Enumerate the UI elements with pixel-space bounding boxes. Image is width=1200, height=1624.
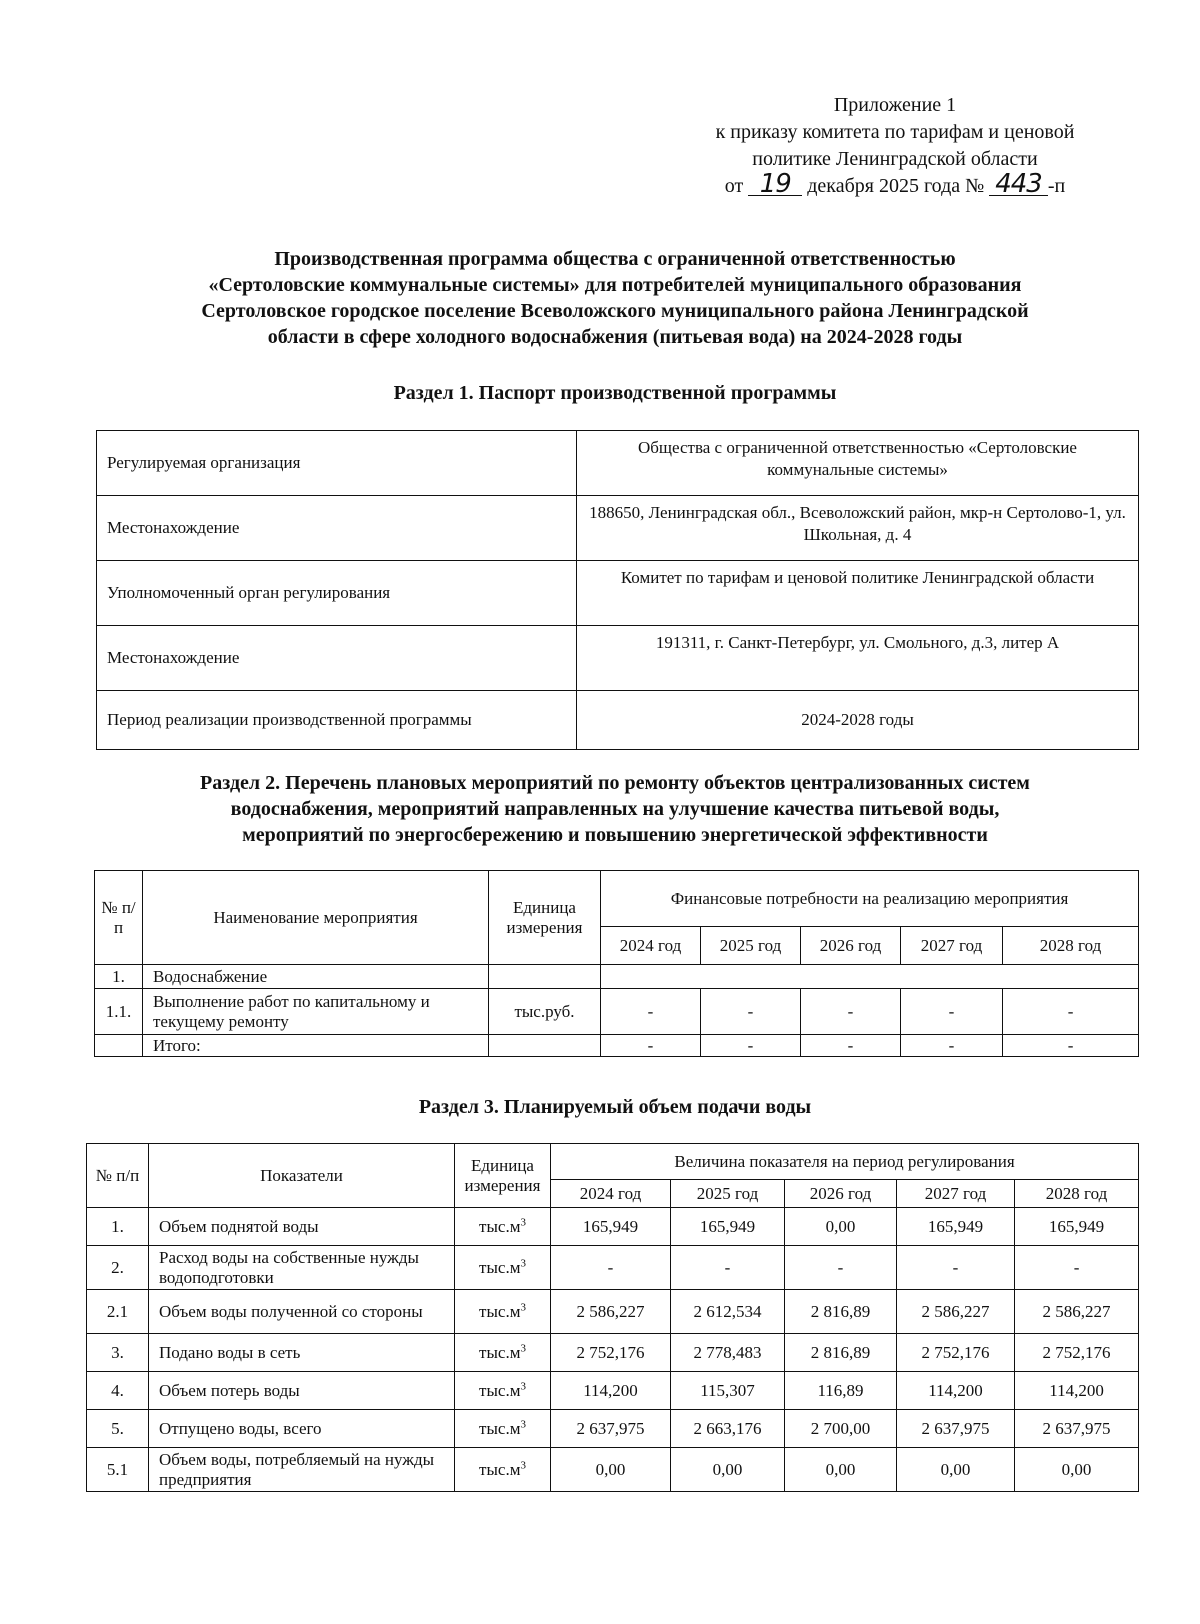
volume-value: 114,200 — [1015, 1372, 1139, 1410]
volume-value: 2 752,176 — [897, 1334, 1015, 1372]
volume-value: 0,00 — [671, 1448, 785, 1492]
measure-value: - — [1003, 1035, 1139, 1057]
volume-unit — [455, 1448, 551, 1492]
measure-row — [95, 989, 1139, 1035]
volume-num: 4. — [87, 1372, 149, 1410]
measure-num: 1. — [95, 965, 143, 989]
passport-row — [97, 691, 1139, 750]
year-header: 2027 год — [901, 927, 1003, 965]
volume-unit — [455, 1334, 551, 1372]
passport-label: Регулируемая организация — [97, 431, 577, 496]
unit-base: тыс.м — [479, 1257, 521, 1277]
volume-value: - — [785, 1246, 897, 1290]
volume-value: 165,949 — [1015, 1208, 1139, 1246]
passport-row — [97, 561, 1139, 626]
volume-table — [86, 1143, 1139, 1492]
section2-title-line2: водоснабжения, мероприятий направленных на улучшение качества питьевой воды, — [230, 798, 1000, 820]
passport-label: Местонахождение — [97, 496, 577, 561]
passport-row — [97, 431, 1139, 496]
volume-value: 2 637,975 — [1015, 1410, 1139, 1448]
year-header: 2026 год — [785, 1180, 897, 1208]
year-header: 2025 год — [701, 927, 801, 965]
year-header: 2028 год — [1003, 927, 1139, 965]
measure-value: - — [801, 989, 901, 1035]
volume-value: 115,307 — [671, 1372, 785, 1410]
section2-title-line3: мероприятий по энергосбережению и повышению энергетической эффективности — [242, 824, 988, 846]
section2-title — [100, 770, 1130, 848]
volume-row — [87, 1334, 1139, 1372]
volume-value: 2 700,00 — [785, 1410, 897, 1448]
passport-row — [97, 496, 1139, 561]
volume-indicator: Расход воды на собственные нужды водоподготовки — [149, 1246, 455, 1290]
unit-base: тыс.м — [479, 1459, 521, 1479]
volume-value: - — [671, 1246, 785, 1290]
volume-row — [87, 1410, 1139, 1448]
volume-value: 2 586,227 — [897, 1290, 1015, 1334]
volume-unit — [455, 1372, 551, 1410]
volume-num: 2. — [87, 1246, 149, 1290]
unit-superscript: 3 — [520, 1458, 526, 1471]
unit-base: тыс.м — [479, 1380, 521, 1400]
measure-empty-cell — [601, 965, 1139, 989]
volume-value: 0,00 — [785, 1448, 897, 1492]
col-header-unit: Единица измерения — [489, 871, 601, 965]
date-prefix: от — [724, 175, 744, 197]
volume-value: 2 612,534 — [671, 1290, 785, 1334]
unit-base: тыс.м — [479, 1301, 521, 1321]
volume-value: 0,00 — [897, 1448, 1015, 1492]
volume-value: 0,00 — [785, 1208, 897, 1246]
measure-value: - — [701, 1035, 801, 1057]
measure-row — [95, 1035, 1139, 1057]
volume-row — [87, 1208, 1139, 1246]
volume-num: 5. — [87, 1410, 149, 1448]
volume-value: 2 663,176 — [671, 1410, 785, 1448]
volume-indicator: Отпущено воды, всего — [149, 1410, 455, 1448]
volume-indicator: Подано воды в сеть — [149, 1334, 455, 1372]
volume-value: 2 752,176 — [551, 1334, 671, 1372]
passport-label: Местонахождение — [97, 626, 577, 691]
measure-unit: тыс.руб. — [489, 989, 601, 1035]
measures-table — [94, 870, 1139, 1057]
year-header: 2024 год — [551, 1180, 671, 1208]
volume-num: 5.1 — [87, 1448, 149, 1492]
volume-indicator: Объем потерь воды — [149, 1372, 455, 1410]
unit-superscript: 3 — [520, 1341, 526, 1354]
volume-value: - — [897, 1246, 1015, 1290]
unit-superscript: 3 — [520, 1256, 526, 1269]
volume-unit — [455, 1290, 551, 1334]
unit-superscript: 3 — [520, 1215, 526, 1228]
col-header-name: Наименование мероприятия — [143, 871, 489, 965]
col-header-num: № п/п — [87, 1144, 149, 1208]
title-line3: Сертоловское городское поселение Всеволожского муниципального района Ленинградской — [201, 300, 1029, 322]
volume-value: 165,949 — [671, 1208, 785, 1246]
measure-num: 1.1. — [95, 989, 143, 1035]
year-header: 2027 год — [897, 1180, 1015, 1208]
volume-num: 1. — [87, 1208, 149, 1246]
appendix-date-line — [660, 169, 1130, 200]
year-header: 2028 год — [1015, 1180, 1139, 1208]
volume-value: 2 816,89 — [785, 1290, 897, 1334]
volume-value: 0,00 — [551, 1448, 671, 1492]
volume-value: 114,200 — [551, 1372, 671, 1410]
passport-value: Общества с ограниченной ответственностью «Сертоловские коммунальные системы» — [577, 431, 1139, 496]
volume-unit — [455, 1246, 551, 1290]
volume-value: 165,949 — [551, 1208, 671, 1246]
section3-title: Раздел 3. Планируемый объем подачи воды — [418, 1096, 812, 1118]
unit-superscript: 3 — [520, 1417, 526, 1430]
volume-row — [87, 1372, 1139, 1410]
volume-value: 2 752,176 — [1015, 1334, 1139, 1372]
volume-row — [87, 1246, 1139, 1290]
appendix-header — [660, 92, 1130, 200]
volume-unit — [455, 1410, 551, 1448]
date-mid: декабря 2025 года № — [807, 175, 985, 197]
passport-label: Период реализации производственной программы — [97, 691, 577, 750]
title-line1: Производственная программа общества с ограниченной ответственностью — [274, 248, 956, 270]
volume-indicator: Объем воды полученной со стороны — [149, 1290, 455, 1334]
volume-value: 165,949 — [897, 1208, 1015, 1246]
measure-value: - — [1003, 989, 1139, 1035]
volume-num: 2.1 — [87, 1290, 149, 1334]
passport-value: 188650, Ленинградская обл., Всеволожский район, мкр-н Сертолово-1, ул. Школьная, д. 4 — [577, 496, 1139, 561]
volume-row — [87, 1448, 1139, 1492]
passport-value: Комитет по тарифам и ценовой политике Ленинградской области — [577, 561, 1139, 626]
measure-value: - — [701, 989, 801, 1035]
volume-value: 2 586,227 — [551, 1290, 671, 1334]
volume-row — [87, 1290, 1139, 1334]
passport-value: 2024-2028 годы — [577, 691, 1139, 750]
measure-name: Выполнение работ по капитальному и текущему ремонту — [143, 989, 489, 1035]
volume-value: - — [551, 1246, 671, 1290]
volume-num: 3. — [87, 1334, 149, 1372]
appendix-line3: политике Ленинградской области — [752, 148, 1038, 170]
volume-value: 2 586,227 — [1015, 1290, 1139, 1334]
order-suffix: -п — [1047, 175, 1066, 197]
section1-title: Раздел 1. Паспорт производственной программы — [393, 382, 837, 404]
year-header: 2026 год — [801, 927, 901, 965]
unit-superscript: 3 — [520, 1300, 526, 1313]
year-header: 2025 год — [671, 1180, 785, 1208]
appendix-line1: Приложение 1 — [833, 94, 957, 116]
title-line2: «Сертоловские коммунальные системы» для потребителей муниципального образования — [208, 274, 1022, 296]
document-title — [100, 246, 1130, 350]
measure-value: - — [601, 1035, 701, 1057]
passport-row — [97, 626, 1139, 691]
volume-value: - — [1015, 1246, 1139, 1290]
year-header: 2024 год — [601, 927, 701, 965]
volume-indicator: Объем воды, потребляемый на нужды предприятия — [149, 1448, 455, 1492]
volume-value: 114,200 — [897, 1372, 1015, 1410]
appendix-line2: к приказу комитета по тарифам и ценовой — [715, 121, 1075, 143]
volume-value: 2 778,483 — [671, 1334, 785, 1372]
passport-label: Уполномоченный орган регулирования — [97, 561, 577, 626]
volume-value: 116,89 — [785, 1372, 897, 1410]
measure-num — [95, 1035, 143, 1057]
passport-table — [96, 430, 1139, 750]
measure-value: - — [901, 989, 1003, 1035]
volume-value: 2 816,89 — [785, 1334, 897, 1372]
unit-base: тыс.м — [479, 1342, 521, 1362]
title-line4: области в сфере холодного водоснабжения (питьевая вода) на 2024-2028 годы — [267, 326, 963, 348]
measure-name: Итого: — [143, 1035, 489, 1057]
measure-value: - — [901, 1035, 1003, 1057]
measure-value: - — [601, 989, 701, 1035]
measure-value: - — [801, 1035, 901, 1057]
volume-unit — [455, 1208, 551, 1246]
passport-value: 191311, г. Санкт-Петербург, ул. Смольного, д.3, литер А — [577, 626, 1139, 691]
volume-indicator: Объем поднятой воды — [149, 1208, 455, 1246]
measure-row — [95, 965, 1139, 989]
col-header-unit: Единица измерения — [455, 1144, 551, 1208]
section2-title-line1: Раздел 2. Перечень плановых мероприятий по ремонту объектов централизованных систем — [200, 772, 1030, 794]
col-header-num: № п/п — [95, 871, 143, 965]
unit-base: тыс.м — [479, 1418, 521, 1438]
handwritten-number: 443 — [989, 173, 1048, 196]
volume-value: 0,00 — [1015, 1448, 1139, 1492]
handwritten-day: 19 — [748, 173, 802, 196]
volume-value: 2 637,975 — [897, 1410, 1015, 1448]
measure-unit — [489, 1035, 601, 1057]
volume-value: 2 637,975 — [551, 1410, 671, 1448]
unit-base: тыс.м — [479, 1216, 521, 1236]
col-header-finance: Финансовые потребности на реализацию мероприятия — [601, 871, 1139, 927]
unit-superscript: 3 — [520, 1379, 526, 1392]
col-header-period: Величина показателя на период регулирования — [551, 1144, 1139, 1180]
measure-unit — [489, 965, 601, 989]
measure-name: Водоснабжение — [143, 965, 489, 989]
col-header-indicator: Показатели — [149, 1144, 455, 1208]
